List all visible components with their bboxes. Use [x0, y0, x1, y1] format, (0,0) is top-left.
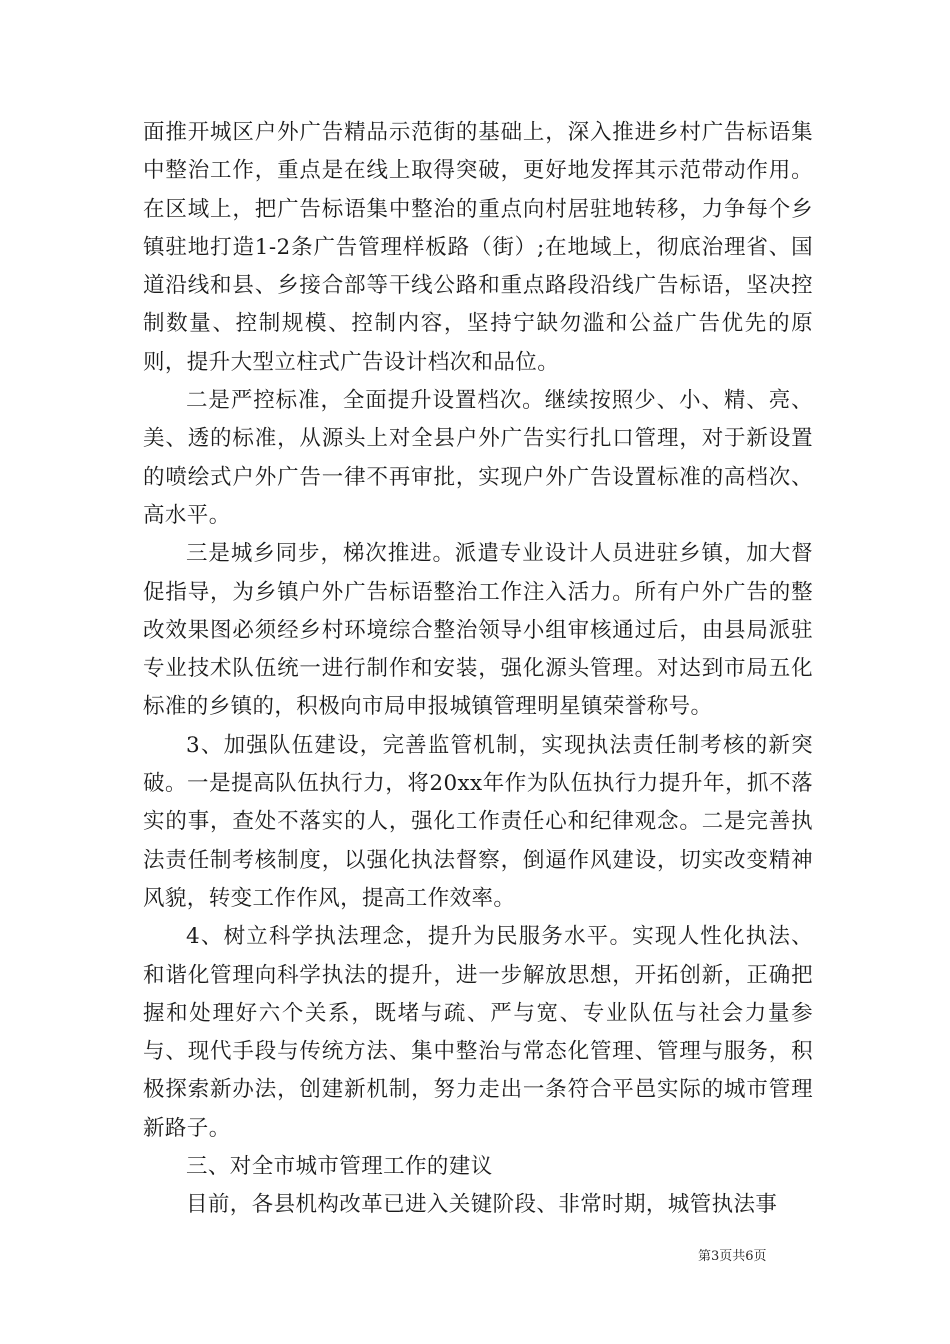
paragraph-current-situation: 目前，各县机构改革已进入关键阶段、非常时期，城管执法事: [186, 1192, 778, 1218]
section-heading-suggestions: 三、对全市城市管理工作的建议: [186, 1154, 493, 1180]
paragraph-strict-standards: 二是严控标准，全面提升设置档次。继续按照少、小、精、亮、美、透的标准，从源头上对全县户外广告实行扎口管理，对于新设置的喷绘式户外广告一律不再审批，实现户外广告设置标准的高档次、高水平。: [143, 388, 813, 528]
paragraph-team-building: 3、加强队伍建设，完善监管机制，实现执法责任制考核的新突破。一是提高队伍执行力，将20xx年作为队伍执行力提升年，抓不落实的事，查处不落实的人，强化工作责任心和纪律观念。二是完善执法责任制考核制度，以强化执法督察，倒逼作风建设，切实改变精神风貌，转变工作作风，提高工作效率。: [143, 732, 813, 911]
paragraph-continuation: 面推开城区户外广告精品示范街的基础上，深入推进乡村广告标语集中整治工作，重点是在线上取得突破，更好地发挥其示范带动作用。在区域上，把广告标语集中整治的重点向村居驻地转移，力争每个乡镇驻地打造1-2条广告管理样板路（街）;在地域上，彻底治理省、国道沿线和县、乡接合部等干线公路和重点路段沿线广告标语，坚决控制数量、控制规模、控制内容，坚持宁缺勿滥和公益广告优先的原则，提升大型立柱式广告设计档次和品位。: [143, 120, 813, 375]
paragraph-scientific-enforcement: 4、树立科学执法理念，提升为民服务水平。实现人性化执法、和谐化管理向科学执法的提升，进一步解放思想，开拓创新，正确把握和处理好六个关系，既堵与疏、严与宽、专业队伍与社会力量参与、现代手段与传统方法、集中整治与常态化管理、管理与服务，积极探索新办法，创建新机制，努力走出一条符合平邑实际的城市管理新路子。: [143, 924, 813, 1141]
document-body: [143, 114, 813, 1225]
paragraph-urban-rural-sync: 三是城乡同步，梯次推进。派遣专业设计人员进驻乡镇，加大督促指导，为乡镇户外广告标语整治工作注入活力。所有户外广告的整改效果图必须经乡村环境综合整治领导小组审核通过后，由县局派驻专业技术队伍统一进行制作和安装，强化源头管理。对达到市局五化标准的乡镇的，积极向市局申报城镇管理明星镇荣誉称号。: [143, 541, 813, 720]
page-number-footer: 第3页共6页: [698, 1249, 767, 1264]
